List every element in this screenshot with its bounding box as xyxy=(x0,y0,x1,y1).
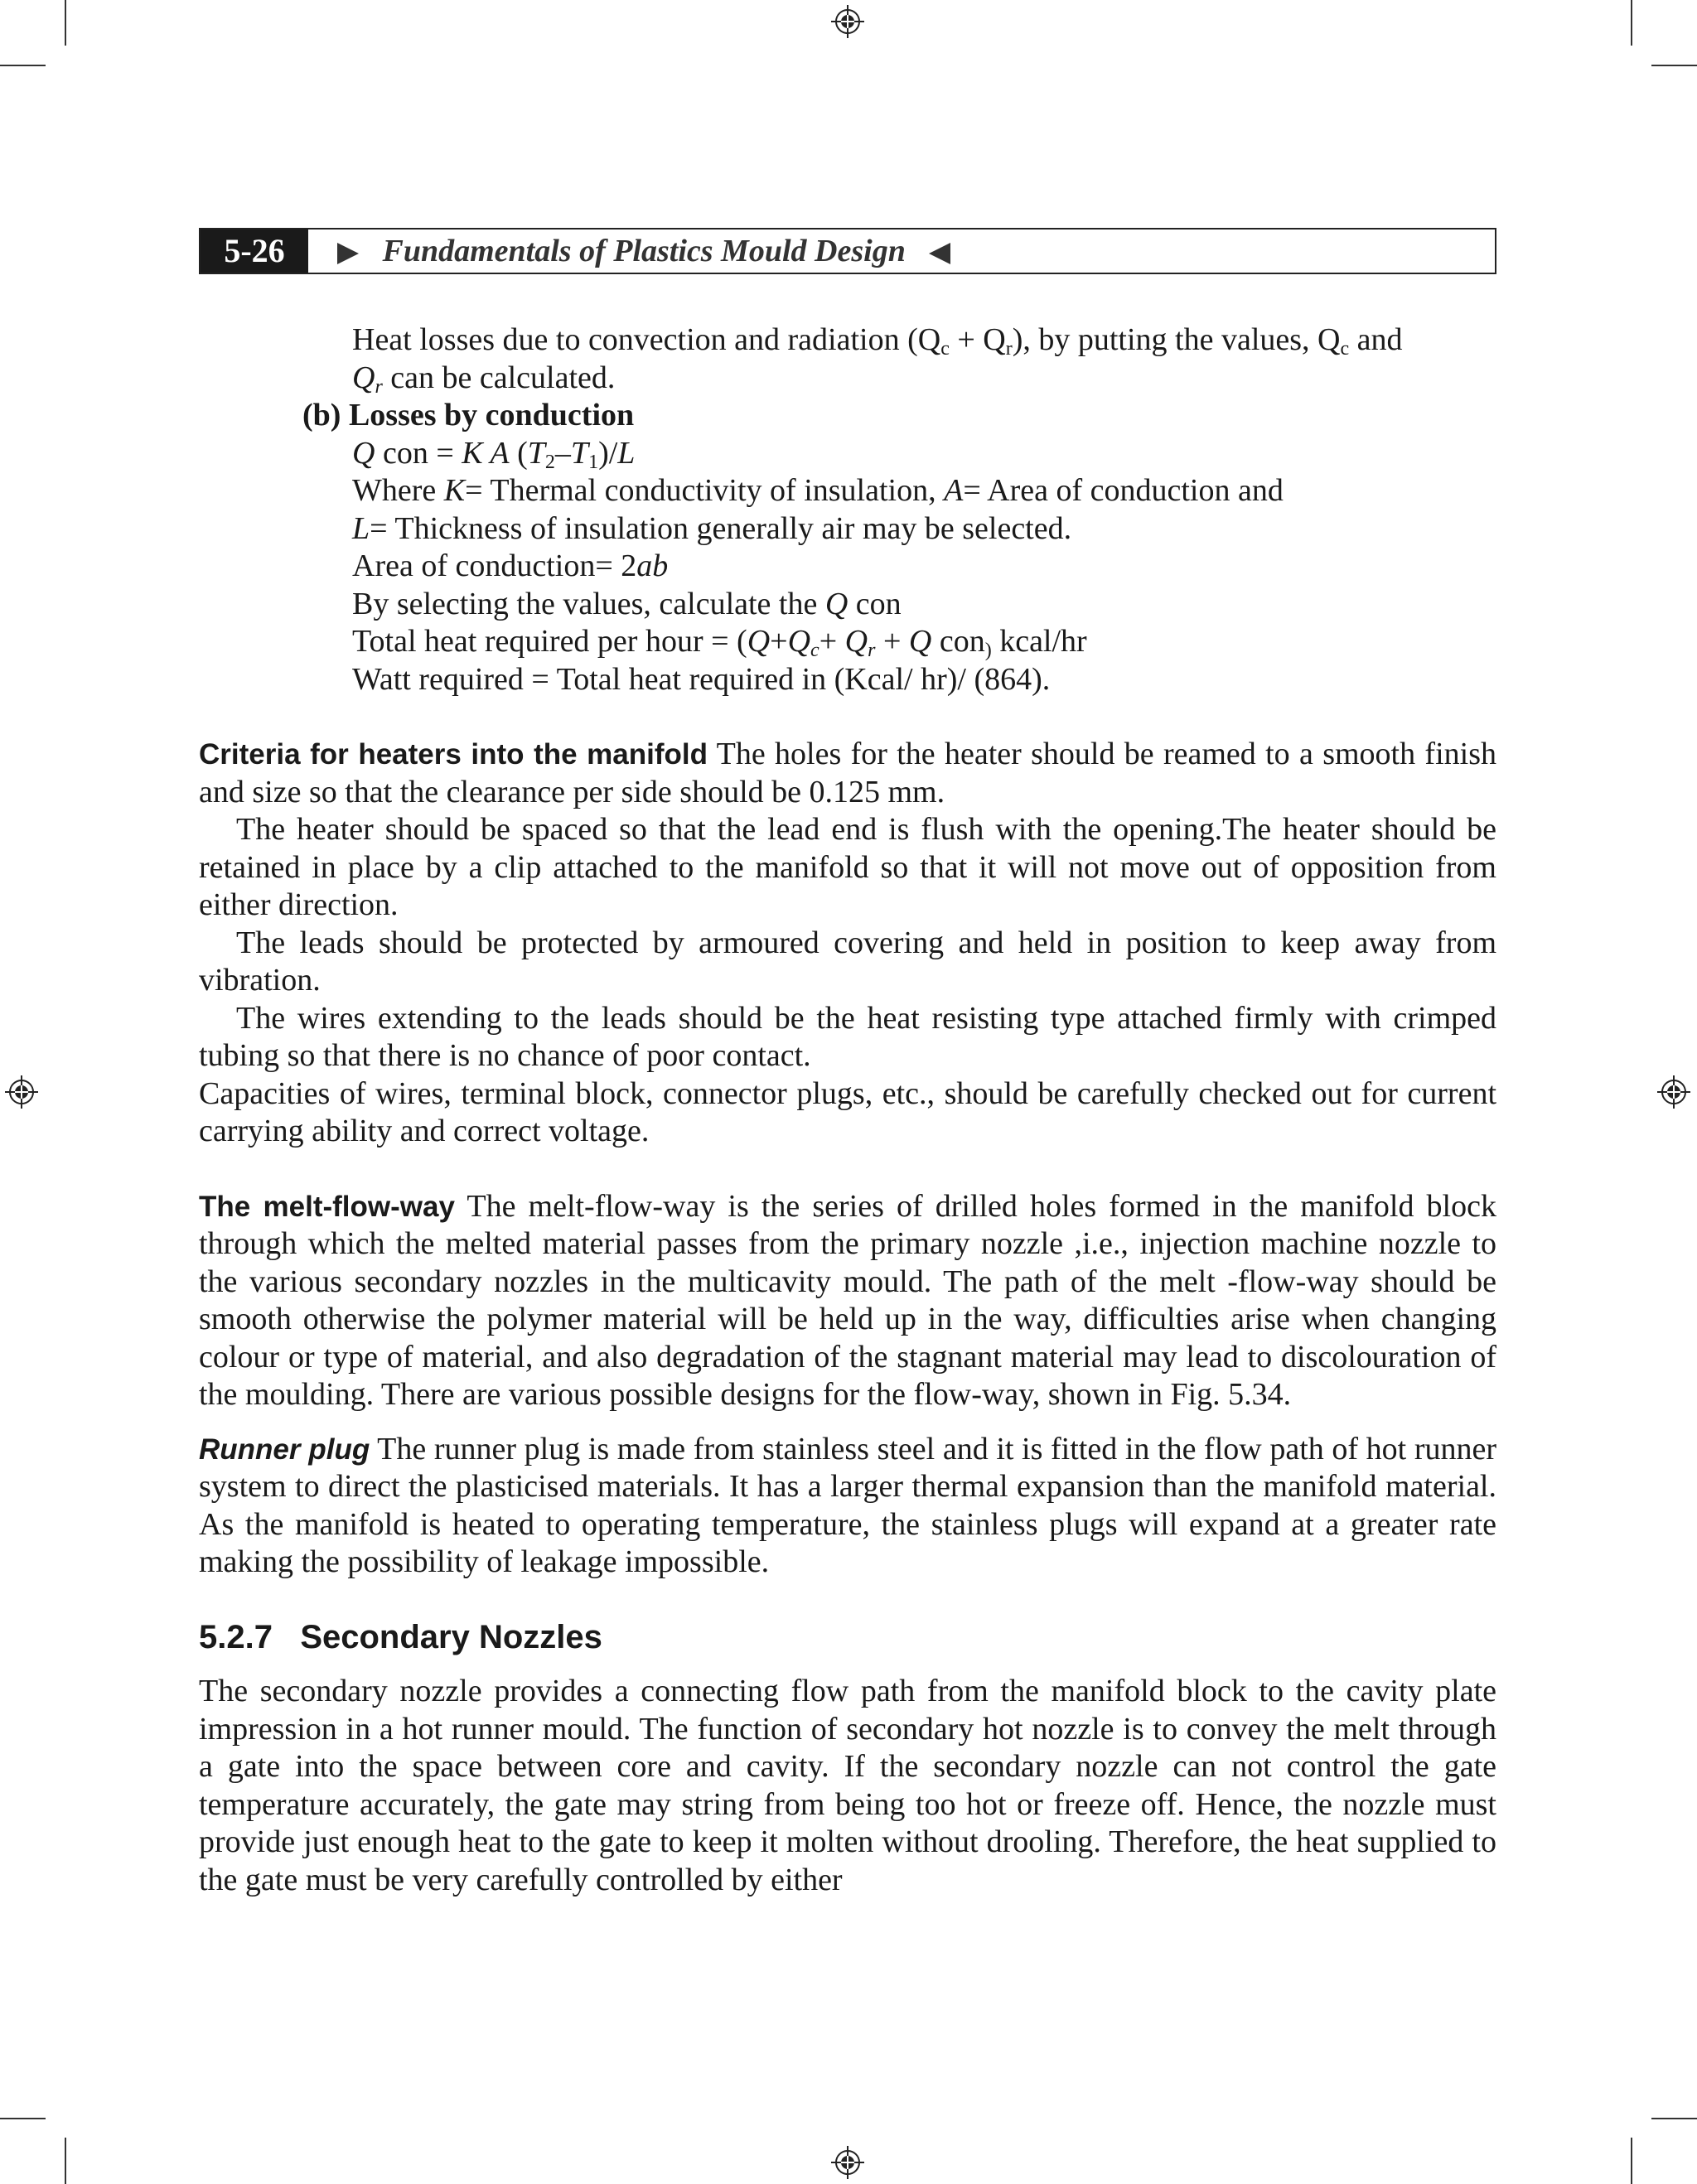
run-in-heading: Runner plug xyxy=(199,1433,370,1466)
registration-mark-icon xyxy=(5,1075,38,1109)
running-header xyxy=(199,228,1496,274)
crop-mark xyxy=(1631,2138,1632,2184)
triangle-right-icon xyxy=(337,243,359,264)
crop-mark xyxy=(1631,0,1632,46)
crop-mark xyxy=(1651,2118,1697,2119)
crop-mark xyxy=(65,0,66,46)
paragraph-calculated: $Q_r$ can be calculated. xyxy=(352,360,616,398)
section-heading xyxy=(199,1619,1496,1657)
triangle-left-icon xyxy=(929,243,950,264)
section-number: 5.2.7 xyxy=(199,1618,273,1655)
paragraph-secondary-nozzles: The secondary nozzle provides a connecting flow path from the manifold block to the cavity plate impression in a hot runner mould. The function of secondary hot nozzle is to convey the melt through a gate into the space between core and cavity. If the secondary nozzle can not control the gate temperature accurately, the gate may string from being too hot or freeze off. Hence, the nozzle must provide just enough heat to the gate to keep it molten without drooling. Therefore, the heat supplied to the gate must be very carefully controlled by either xyxy=(199,1674,1496,1897)
registration-mark-icon xyxy=(1657,1075,1690,1109)
area-of-conduction: Area of conduction= 2ab xyxy=(352,548,669,583)
thickness-definition: L= Thickness of insulation generally air may be selected. xyxy=(352,510,1072,546)
paragraph-wires: The wires extending to the leads should be the heat resisting type attached firmly with crimped tubing so that there is no chance of poor contact. xyxy=(199,1000,1496,1073)
section-title: Secondary Nozzles xyxy=(300,1618,602,1655)
crop-mark xyxy=(0,2118,46,2119)
where-definition: Where K= Thermal conductivity of insulation, A= Area of conduction and xyxy=(352,473,1284,508)
book-title xyxy=(337,230,950,273)
page-number: 5-26 xyxy=(201,230,308,273)
crop-mark xyxy=(1651,65,1697,66)
paragraph-runner-plug: Runner plug The runner plug is made from stainless steel and it is fitted in the flow path of hot runner system to direct the plasticised materials. It has a larger thermal expansion than the manifold material. As the manifold is heated to operating temperature, the stainless plugs will expand at a greater rate making the possibility of leakage impossible. xyxy=(199,1431,1497,1579)
registration-mark-icon xyxy=(831,2146,864,2179)
paragraph-melt-flow-way: The melt-flow-way The melt-flow-way is the series of drilled holes formed in the manifold block through which the melted material passes from the primary nozzle ,i.e., injection machine nozzle to the various secondary nozzles in the multicavity mould. The path of the melt -flow-way should be smooth otherwise the polymer material will be held up in the way, difficulties arise when changing colour or type of material, and also degradation of the stagnant material may lead to discolouration of the moulding. There are various possible designs for the flow-way, shown in Fig. 5.34. xyxy=(199,1188,1496,1412)
paragraph-criteria-heaters: Criteria for heaters into the manifold The holes for the heater should be reamed to a smooth finish and size so that the clearance per side should be 0.125 mm. xyxy=(199,737,1496,809)
paragraph-leads: The leads should be protected by armoured covering and held in position to keep away from vibration. xyxy=(199,925,1496,998)
run-in-heading: Criteria for heaters into the manifold xyxy=(199,738,708,771)
formula-q-con: Q con = K A $(T_2-T_1)/L$ xyxy=(352,435,636,473)
run-in-heading: The melt-flow-way xyxy=(199,1190,455,1223)
subheading-losses-by-conduction: (b) Losses by conduction xyxy=(302,398,635,432)
crop-mark xyxy=(65,2138,66,2184)
book-title-text: Fundamentals of Plastics Mould Design xyxy=(382,234,906,268)
registration-mark-icon xyxy=(831,5,864,38)
paragraph-capacities: Capacities of wires, terminal block, connector plugs, etc., should be carefully checked out for current carrying ability and correct voltage. xyxy=(199,1075,1496,1148)
paragraph-heater-spacing: The heater should be spaced so that the lead end is flush with the opening.The heater should be retained in place by a clip attached to the manifold so that it will not move out of opposition from either direction. xyxy=(199,812,1496,922)
total-heat-formula: Total heat required per hour = ($Q+Q_c+ Q_r + Q$ con$_)$ kcal/hr xyxy=(352,624,1087,661)
crop-mark xyxy=(0,65,46,66)
selecting-values-line: By selecting the values, calculate the Q con xyxy=(352,586,902,621)
page-content xyxy=(199,321,1496,1899)
watt-required-formula: Watt required = Total heat required in (Kcal/ hr)/ (864). xyxy=(352,661,1051,697)
paragraph-heat-losses: Heat losses due to convection and radiation $(Q_c + Q_r)$, by putting the values, $Q_c$ and xyxy=(352,322,1403,360)
